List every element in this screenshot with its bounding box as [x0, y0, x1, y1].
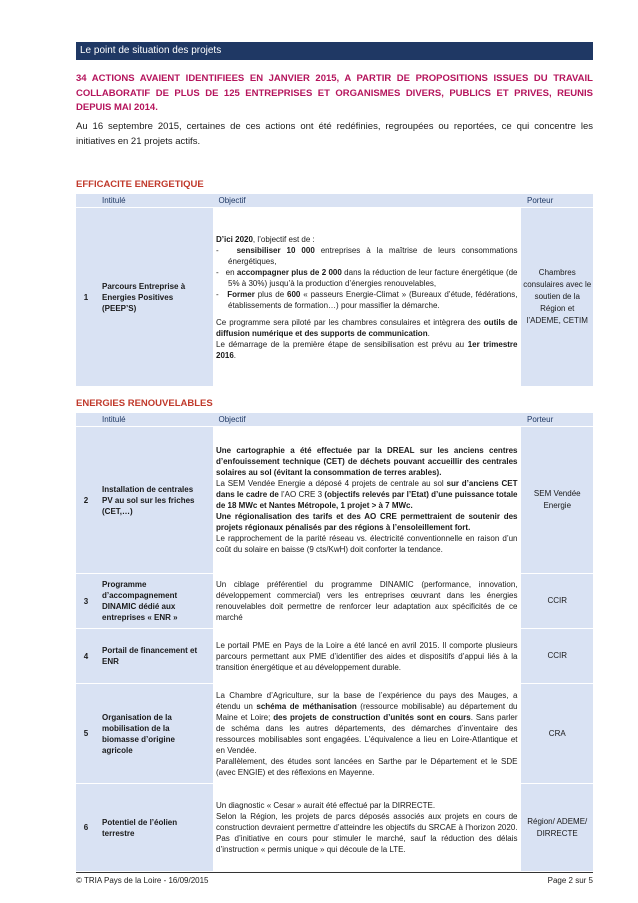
header-num: [76, 413, 96, 427]
p1-text-3: . Sans parler de schéma dans les autres départements, des démarches d’inventaire des ressources mobilisables sont engagées. L’équivalence a lieu en Loire-Atlantique et en Vendée.: [216, 712, 518, 755]
objectif-date: D’ici 2020: [216, 234, 253, 244]
bullet-2-bold: accompagner plus de 2 000: [236, 267, 342, 277]
p1-bold: schéma de méthanisation: [256, 701, 357, 711]
objectif-p3: Une régionalisation des tarifs et des AO CRE permettraient de soutenir des projets régionaux pénalisés par des régions à l’ensoleillement fort.: [216, 512, 518, 532]
header-objectif: Objectif: [213, 413, 522, 427]
p2-bold: sur d’anciens CET dans le cadre de: [216, 479, 518, 499]
row-objectif: Le portail PME en Pays de la Loire a été lancé en avril 2015. Il comporte plusieurs parcours permettant aux PME d’identifier des aides et dispositifs d’appui liés à la transition énergétique et au développement durable.: [213, 629, 522, 684]
row-objectif: [213, 684, 522, 784]
header-objectif: Objectif: [213, 194, 522, 208]
objectif-intro: [216, 234, 518, 245]
row-objectif: [213, 784, 522, 872]
objectif-bullet-3: - Former plus de 600 « passeurs Energie-Climat » (Bureaux d’étude, fédérations, établissements de formation…) pour massifier la démarche.: [216, 289, 518, 310]
row-porteur: CRA: [521, 684, 593, 784]
table-row: [76, 684, 593, 784]
bullet-3-number: 600: [287, 289, 301, 299]
row-number: 2: [76, 427, 96, 574]
table-row: [76, 208, 593, 387]
row-number: 4: [76, 629, 96, 684]
objectif-p4: Le rapprochement de la parité réseau vs. électricité conventionnelle en raison d’un coût du solaire en baisse (9 cts/KwH) doit conforter la tendance.: [216, 534, 518, 554]
table-row: [76, 629, 593, 684]
bullet-3-rest: « passeurs Energie-Climat » (Bureaux d’étude, fédérations, établissements de formation…) pour massifier la démarche.: [228, 289, 518, 310]
row-objectif: [213, 427, 522, 574]
bullet-2-text: dans la réduction de leur facture énergétique (de 5% à 30%) jusqu’à la production d’énergies renouvelables,: [228, 267, 518, 288]
objectif-p2: Selon la Région, les projets de parcs déposés associés aux projets en cours de construction devraient permettre d’atteindre les objectifs du SRCAE à l’horizon 2020. Pas d’initiative en cours pour stimuler le marché, sauf la réduction des délais d’instruction « permis unique » qui découle de la LTE.: [216, 812, 518, 854]
table-energies: [76, 413, 593, 872]
intro-highlight: 34 ACTIONS AVAIENT IDENTIFIEES EN JANVIER 2015, A PARTIR DE PROPOSITIONS ISSUES DU TRAVAIL COLLABORATIF DE PLUS DE 125 ENTREPRISES ET ORGANISMES DIVERS, PUBLICS ET PRIVES, REUNIS DEPUIS MAI 2014.: [76, 73, 593, 113]
table-row: [76, 574, 593, 629]
objectif-p1: Un diagnostic « Cesar » aurait été effectué par la DIRRECTE.: [216, 801, 436, 810]
row-number: 3: [76, 574, 96, 629]
objectif-p1: Une cartographie a été effectuée par la DREAL sur les anciens centres d’enfouissement technique (CET) de déchets pouvant accueillir des centrales solaires au sol (évitant la consommation de terres arables).: [216, 446, 518, 477]
row-intitule: Parcours Entreprise à Energies Positives (PEEP’S): [96, 208, 213, 387]
row-porteur: CCIR: [521, 629, 593, 684]
p1-text-2: (ressource mobilisable) au département du Maine et Loire;: [216, 701, 518, 722]
row-porteur: SEM Vendée Energie: [521, 427, 593, 574]
page-footer: [76, 872, 593, 885]
objectif-p1: [216, 690, 518, 756]
row-intitule: Potentiel de l’éolien terrestre: [96, 784, 213, 872]
header-intitule: Intitulé: [96, 413, 213, 427]
objectif-p2: [216, 478, 518, 511]
intro-paragraph: Au 16 septembre 2015, certaines de ces actions ont été redéfinies, regroupées ou reportées, ce qui concentre les initiatives en 21 projets actifs.: [76, 121, 593, 147]
row-number: 6: [76, 784, 96, 872]
row-intitule: Installation de centrales PV au sol sur les friches (CET,…): [96, 427, 213, 574]
para-3-text: Le démarrage de la première étape de sensibilisation est prévu au: [216, 339, 468, 349]
row-intitule: Programme d’accompagnement DINAMIC dédié aux entreprises « ENR »: [96, 574, 213, 629]
table-row: [76, 784, 593, 872]
header-porteur: Porteur: [521, 413, 593, 427]
para-2-text: Ce programme sera piloté par les chambres consulaires et intègrera des: [216, 317, 484, 327]
row-porteur: Région/ ADEME/ DIRRECTE: [521, 784, 593, 872]
footer-copyright: © TRIA Pays de la Loire - 16/09/2015: [76, 876, 209, 885]
bullet-1-bold: sensibiliser 10 000: [236, 245, 315, 255]
bullet-3-text: plus de: [254, 289, 288, 299]
row-objectif: [213, 208, 522, 387]
row-porteur: CCIR: [521, 574, 593, 629]
objectif-p2: Parallèlement, des études sont lancées en Sarthe par le Département et le SDE (avec ENGIE) et des réflexions en Mayenne.: [216, 756, 518, 777]
objectif-para-2: [216, 317, 518, 339]
bullet-1-text: entreprises à la maîtrise de leurs consommations énergétiques,: [228, 245, 518, 266]
row-intitule: Portail de financement et ENR: [96, 629, 213, 684]
bullet-2-pre: en: [225, 267, 237, 277]
p2-ao: l’AO CRE 3: [278, 490, 325, 499]
objectif-intro-text: , l’objectif est de :: [252, 234, 315, 244]
objectif-bullet-2: - en accompagner plus de 2 000 dans la réduction de leur facture énergétique (de 5% à 30%) jusqu’à la production d’énergies renouvelables,: [216, 267, 518, 288]
section-title-efficacite: EFFICACITE ENERGETIQUE: [76, 179, 204, 190]
header-porteur: Porteur: [521, 194, 593, 208]
footer-page-number: Page 2 sur 5: [547, 876, 593, 885]
objectif-para-3: [216, 339, 518, 361]
row-porteur: Chambres consulaires avec le soutien de la Région et l’ADEME, CETIM: [521, 208, 593, 387]
row-number: 1: [76, 208, 96, 387]
p1-bold-2: des projets de construction d’unités sont en cours: [273, 712, 471, 722]
table-header: [76, 194, 593, 208]
p1-text: La Chambre d’Agriculture, sur la base de l’expérience du pays des Mauges, a étendu un: [216, 690, 518, 711]
p2-bold-2: (objectifs relevés par l’Etat) d’une puissance totale de 18 MWc et Nantes Métropole, 1 projet > à 7 MWc.: [216, 490, 518, 510]
table-row: [76, 427, 593, 574]
row-number: 5: [76, 684, 96, 784]
row-objectif: Un ciblage préférentiel du programme DINAMIC (performance, innovation, développement commercial) vers les entreprises œuvrant dans les énergies renouvelables doit permettre de renforcer leur adaptation aux spécificités de ce marché: [213, 574, 522, 629]
para-2-bold: outils de diffusion numérique et des supports de communication: [216, 317, 518, 338]
section-banner: Le point de situation des projets: [76, 42, 593, 60]
header-num: [76, 194, 96, 208]
bullet-3-bold: Former: [227, 289, 255, 299]
para-2-end: .: [427, 328, 430, 338]
header-intitule: Intitulé: [96, 194, 213, 208]
objectif-bullet-1: - sensibiliser 10 000 entreprises à la maîtrise de leurs consommations énergétiques,: [216, 245, 518, 266]
para-3-end: .: [233, 350, 237, 360]
p2-text: La SEM Vendée Energie a déposé 4 projets de centrale au sol: [216, 479, 447, 488]
table-efficacite: [76, 194, 593, 387]
row-intitule: Organisation de la mobilisation de la biomasse d’origine agricole: [96, 684, 213, 784]
section-title-energies: ENERGIES RENOUVELABLES: [76, 398, 213, 409]
para-3-bold: 1er trimestre 2016: [216, 339, 518, 360]
table-header: [76, 413, 593, 427]
